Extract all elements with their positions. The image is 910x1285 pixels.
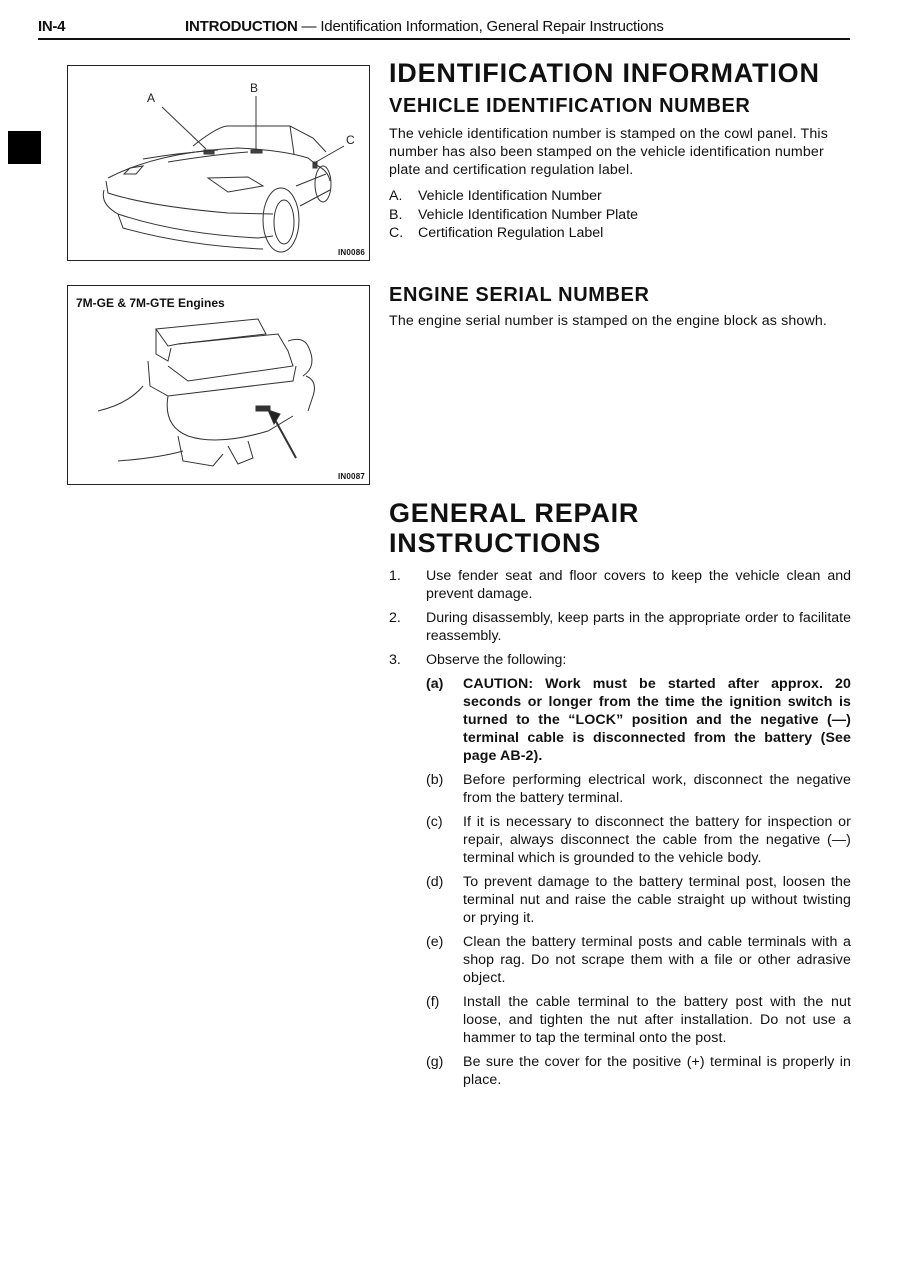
header-separator: — bbox=[297, 18, 321, 35]
section-tab-marker bbox=[8, 131, 41, 164]
figure-vehicle-id-locations bbox=[67, 65, 370, 261]
engine-illustration-icon bbox=[68, 286, 369, 484]
engine-serial-heading: ENGINE SERIAL NUMBER bbox=[389, 284, 650, 306]
engine-serial-paragraph: The engine serial number is stamped on the engine block as showh. bbox=[389, 313, 827, 329]
repair-list bbox=[389, 567, 851, 669]
vin-heading: VEHICLE IDENTIFICATION NUMBER bbox=[389, 95, 751, 117]
page-number: IN-4 bbox=[38, 18, 66, 35]
identification-section bbox=[389, 58, 851, 243]
sublist-item: (f) Install the cable terminal to the battery post with the nut loose, and tighten the nut after installation. Do not use a hammer to tap the terminal onto the post. bbox=[426, 994, 851, 1046]
figure-engine-serial-location bbox=[67, 285, 370, 485]
sublist-item: (c) If it is necessary to disconnect the battery for inspection or repair, always disconnect the cable from the negative (—) terminal which is grounded to the vehicle body. bbox=[426, 814, 851, 866]
callout-a: A bbox=[147, 91, 156, 105]
figure-code: IN0086 bbox=[338, 248, 365, 257]
repair-title: GENERAL REPAIR INSTRUCTIONS bbox=[389, 498, 640, 558]
repair-section bbox=[389, 498, 851, 1095]
sublist-item: (g) Be sure the cover for the positive (+) terminal is properly in place. bbox=[426, 1054, 851, 1088]
list-item: 2. During disassembly, keep parts in the appropriate order to facilitate reassembly. bbox=[389, 610, 851, 644]
list-item: 3. Observe the following: bbox=[389, 652, 567, 668]
list-item: 1. Use fender seat and floor covers to keep the vehicle clean and prevent damage. bbox=[389, 568, 851, 602]
legend-item-b: B. Vehicle Identification Number Plate bbox=[389, 206, 639, 223]
legend-item-c: C. Certification Regulation Label bbox=[389, 225, 604, 241]
figure-caption: 7M-GE & 7M-GTE Engines bbox=[76, 296, 225, 310]
sublist-item: (b) Before performing electrical work, disconnect the negative from the battery terminal. bbox=[426, 772, 851, 806]
callout-c: C bbox=[346, 133, 355, 147]
car-illustration-icon bbox=[68, 66, 369, 260]
legend-item-a: A. Vehicle Identification Number bbox=[389, 188, 602, 204]
header-title bbox=[185, 18, 664, 35]
identification-title: IDENTIFICATION INFORMATION bbox=[389, 58, 820, 88]
header-subtitle: Identification Information, General Repair Instructions bbox=[320, 18, 664, 35]
vin-paragraph: The vehicle identification number is stamped on the cowl panel. This number has also been stamped on the vehicle identification number plate and certification regulation label. bbox=[389, 126, 828, 178]
caution-item: (a) CAUTION: Work must be started after approx. 20 seconds or longer from the time the ignition switch is turned to the “LOCK” position and the negative (—) terminal cable is disconnected from the battery (See page AB-2). bbox=[426, 676, 851, 764]
repair-sublist bbox=[426, 675, 851, 1089]
page-header bbox=[38, 16, 850, 40]
section-name: INTRODUCTION bbox=[185, 18, 298, 35]
callout-b: B bbox=[250, 81, 259, 95]
engine-serial-section bbox=[389, 283, 851, 330]
vin-legend bbox=[389, 187, 851, 243]
figure-code: IN0087 bbox=[338, 472, 365, 481]
sublist-item: (e) Clean the battery terminal posts and cable terminals with a shop rag. Do not scrape them with a file or other adrasive object. bbox=[426, 934, 851, 986]
sublist-item: (d) To prevent damage to the battery terminal post, loosen the terminal nut and raise the cable straight up without twisting or prying it. bbox=[426, 874, 851, 926]
